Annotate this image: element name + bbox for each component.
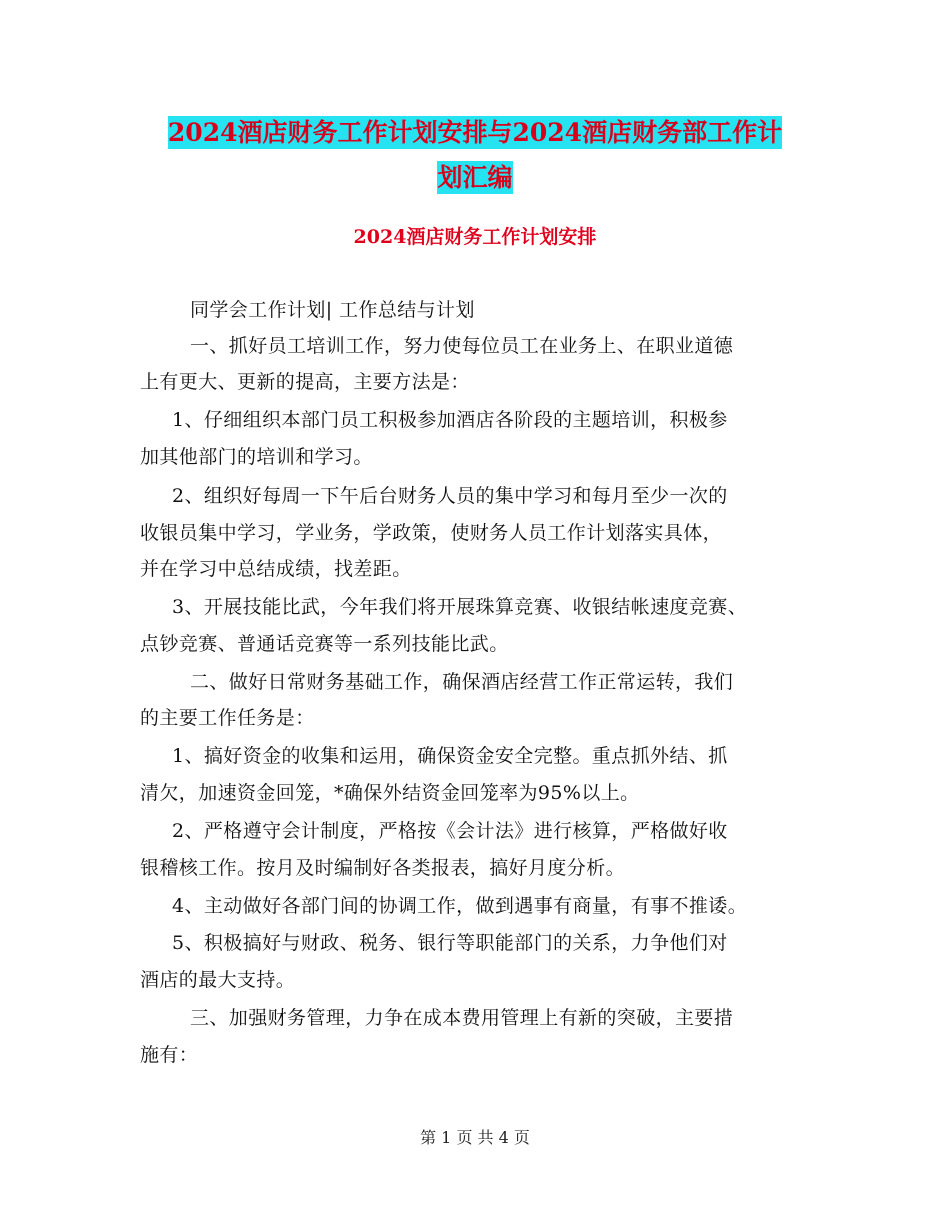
body-line: 3、开展技能比武，今年我们将开展珠算竞赛、收银结帐速度竞赛、 [172,596,748,618]
page-number-footer: 第 1 页 共 4 页 [420,1128,530,1147]
body-line: 2、组织好每周一下午后台财务人员的集中学习和每月至少一次的 [172,485,728,507]
body-line: 同学会工作计划| 工作总结与计划 [190,299,475,321]
body-line: 上有更大、更新的提高，主要方法是： [140,371,470,393]
body-line: 并在学习中总结成绩，找差距。 [140,558,412,580]
body-line: 二、做好日常财务基础工作，确保酒店经营工作正常运转，我们 [190,671,734,693]
document-title [0,110,950,200]
document-title-line-2: 划汇编 [437,163,513,192]
body-line: 2、严格遵守会计制度，严格按《会计法》进行核算，严格做好收 [172,820,728,842]
body-line: 的主要工作任务是： [140,707,315,729]
body-line: 5、积极搞好与财政、税务、银行等职能部门的关系，力争他们对 [172,932,728,954]
section-title: 2024酒店财务工作计划安排 [353,226,597,248]
body-line: 银稽核工作。按月及时编制好各类报表，搞好月度分析。 [140,857,626,879]
body-line: 一、抓好员工培训工作，努力使每位员工在业务上、在职业道德 [190,335,734,357]
body-line: 4、主动做好各部门间的协调工作，做到遇事有商量，有事不推诿。 [172,895,748,917]
body-line: 点钞竞赛、普通话竞赛等一系列技能比武。 [140,633,509,655]
body-line: 酒店的最大支持。 [140,969,296,991]
body-line: 清欠，加速资金回笼，*确保外结资金回笼率为95%以上。 [140,782,640,804]
document-title-line-1: 2024酒店财务工作计划安排与2024酒店财务部工作计 [167,118,783,147]
body-line: 收银员集中学习，学业务，学政策，使财务人员工作计划落实具体， [140,522,723,544]
body-line: 施有： [140,1044,199,1066]
body-line: 1、仔细组织本部门员工积极参加酒店各阶段的主题培训，积极参 [172,409,728,431]
body-line: 加其他部门的培训和学习。 [140,446,373,468]
body-line: 三、加强财务管理，力争在成本费用管理上有新的突破，主要措 [190,1007,734,1029]
body-line: 1、搞好资金的收集和运用，确保资金安全完整。重点抓外结、抓 [172,745,728,767]
